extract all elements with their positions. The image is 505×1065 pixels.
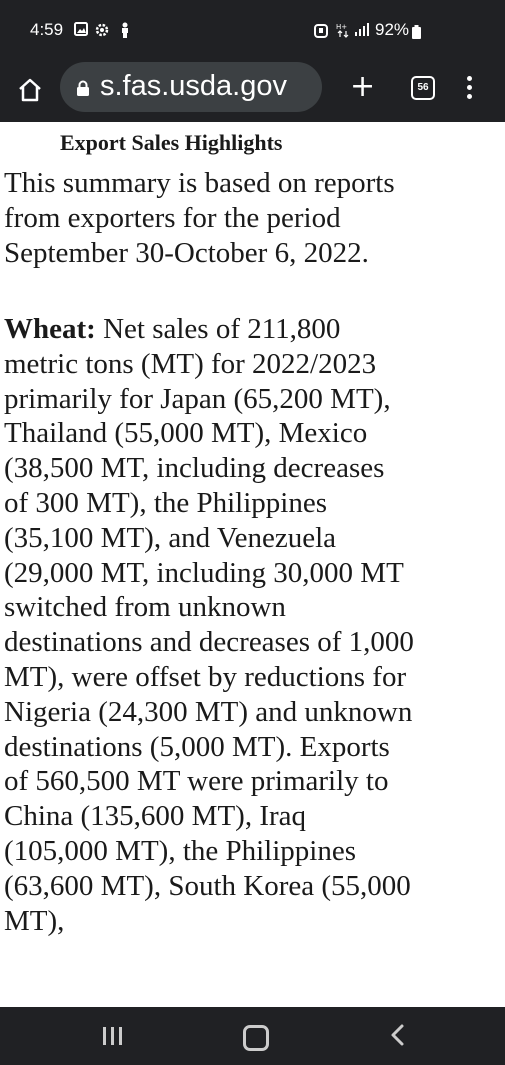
page-title: Export Sales Highlights bbox=[60, 130, 283, 155]
recents-icon[interactable] bbox=[103, 1027, 123, 1045]
settings-icon bbox=[94, 22, 110, 42]
gallery-icon bbox=[74, 22, 88, 40]
battery-percent: 92% bbox=[375, 20, 410, 39]
intro-paragraph: This summary is based on reports from exporters for the period September 30-October 6, 2022. bbox=[4, 167, 395, 269]
person-icon bbox=[120, 22, 130, 42]
wheat-label: Wheat: bbox=[4, 313, 96, 345]
status-time: 4:59 bbox=[30, 20, 64, 39]
svg-text:H+: H+ bbox=[336, 23, 348, 31]
more-menu-icon[interactable] bbox=[465, 76, 473, 102]
alarm-icon bbox=[314, 22, 328, 42]
new-tab-button[interactable]: + bbox=[350, 69, 376, 104]
url-text: s.fas.usda.gov bbox=[100, 70, 287, 102]
tab-switcher-button[interactable]: 56 bbox=[411, 76, 435, 100]
data-arrows-icon bbox=[336, 22, 350, 40]
page-content bbox=[0, 122, 505, 1007]
navigation-bar bbox=[0, 1007, 505, 1065]
signal-icon bbox=[354, 22, 370, 40]
wheat-paragraph bbox=[4, 312, 414, 938]
home-icon[interactable] bbox=[16, 76, 44, 104]
browser-toolbar bbox=[0, 60, 505, 122]
lock-icon bbox=[76, 80, 90, 94]
battery-icon bbox=[412, 24, 421, 43]
home-nav-icon[interactable] bbox=[243, 1025, 269, 1051]
wheat-text: Net sales of 211,800 metric tons (MT) for 2022/2023 primarily for Japan (65,200 MT), Thailand (55,000 MT), Mexico (38,500 MT, including decreases of 300 MT), the Philippines (35,100 MT), and Venezuela (29,000 MT, including 30,000 MT switched from unknown destinations and decreases of 1,000 MT), were offset by reductions for Nigeria (24,300 MT) and unknown destinations (5,000 MT). Exports of 560,500 MT were primarily to China (135,600 MT), Iraq (105,000 MT), the Philippines (63,600 MT), South Korea (55,000 MT), bbox=[4, 313, 414, 937]
back-icon[interactable] bbox=[388, 1023, 408, 1047]
status-bar bbox=[0, 0, 505, 60]
address-bar[interactable] bbox=[60, 62, 322, 112]
